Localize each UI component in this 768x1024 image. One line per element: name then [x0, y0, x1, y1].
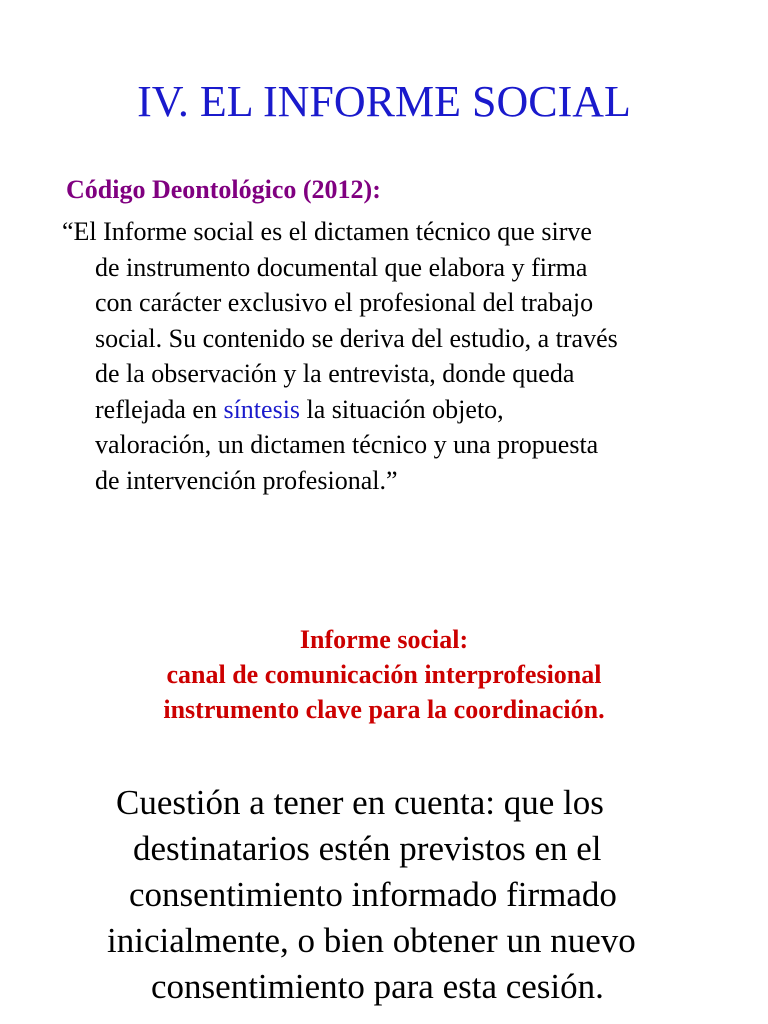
callout-block: [0, 622, 768, 727]
note-line: inicialmente, o bien obtener un nuevo: [107, 921, 636, 960]
note-line: consentimiento para esta cesión.: [151, 967, 604, 1006]
page-title: IV. EL INFORME SOCIAL: [137, 77, 631, 126]
subtitle: Código Deontológico (2012):: [66, 175, 381, 204]
quote-line: de instrumento documental que elabora y firma: [95, 252, 588, 282]
quote-line-with-highlight: [62, 392, 752, 428]
quote-block: [62, 214, 752, 498]
callout-line: instrumento clave para la coordinación.: [163, 695, 605, 724]
callout-heading: Informe social:: [299, 625, 469, 654]
quote-text: reflejada en: [95, 394, 224, 424]
quote-line: de la observación y la entrevista, donde queda: [95, 359, 575, 388]
highlight-term: síntesis: [223, 394, 301, 424]
quote-line: “El Informe social es el dictamen técnico que sirve: [62, 217, 592, 246]
quote-text: la situación objeto,: [300, 394, 504, 424]
quote-line: de intervención profesional.”: [95, 465, 398, 495]
note-line: consentimiento informado firmado: [129, 875, 617, 914]
callout-line: canal de comunicación interprofesional: [166, 660, 602, 689]
note-block: [0, 780, 768, 1010]
quote-line: con carácter exclusivo el profesional del trabajo: [95, 288, 594, 317]
quote-line: social. Su contenido se deriva del estudio, a través: [95, 323, 618, 353]
note-line: Cuestión a tener en cuenta: que los: [116, 783, 604, 822]
quote-line: valoración, un dictamen técnico y una propuesta: [95, 430, 599, 459]
note-line: destinatarios estén previstos en el: [133, 829, 602, 868]
